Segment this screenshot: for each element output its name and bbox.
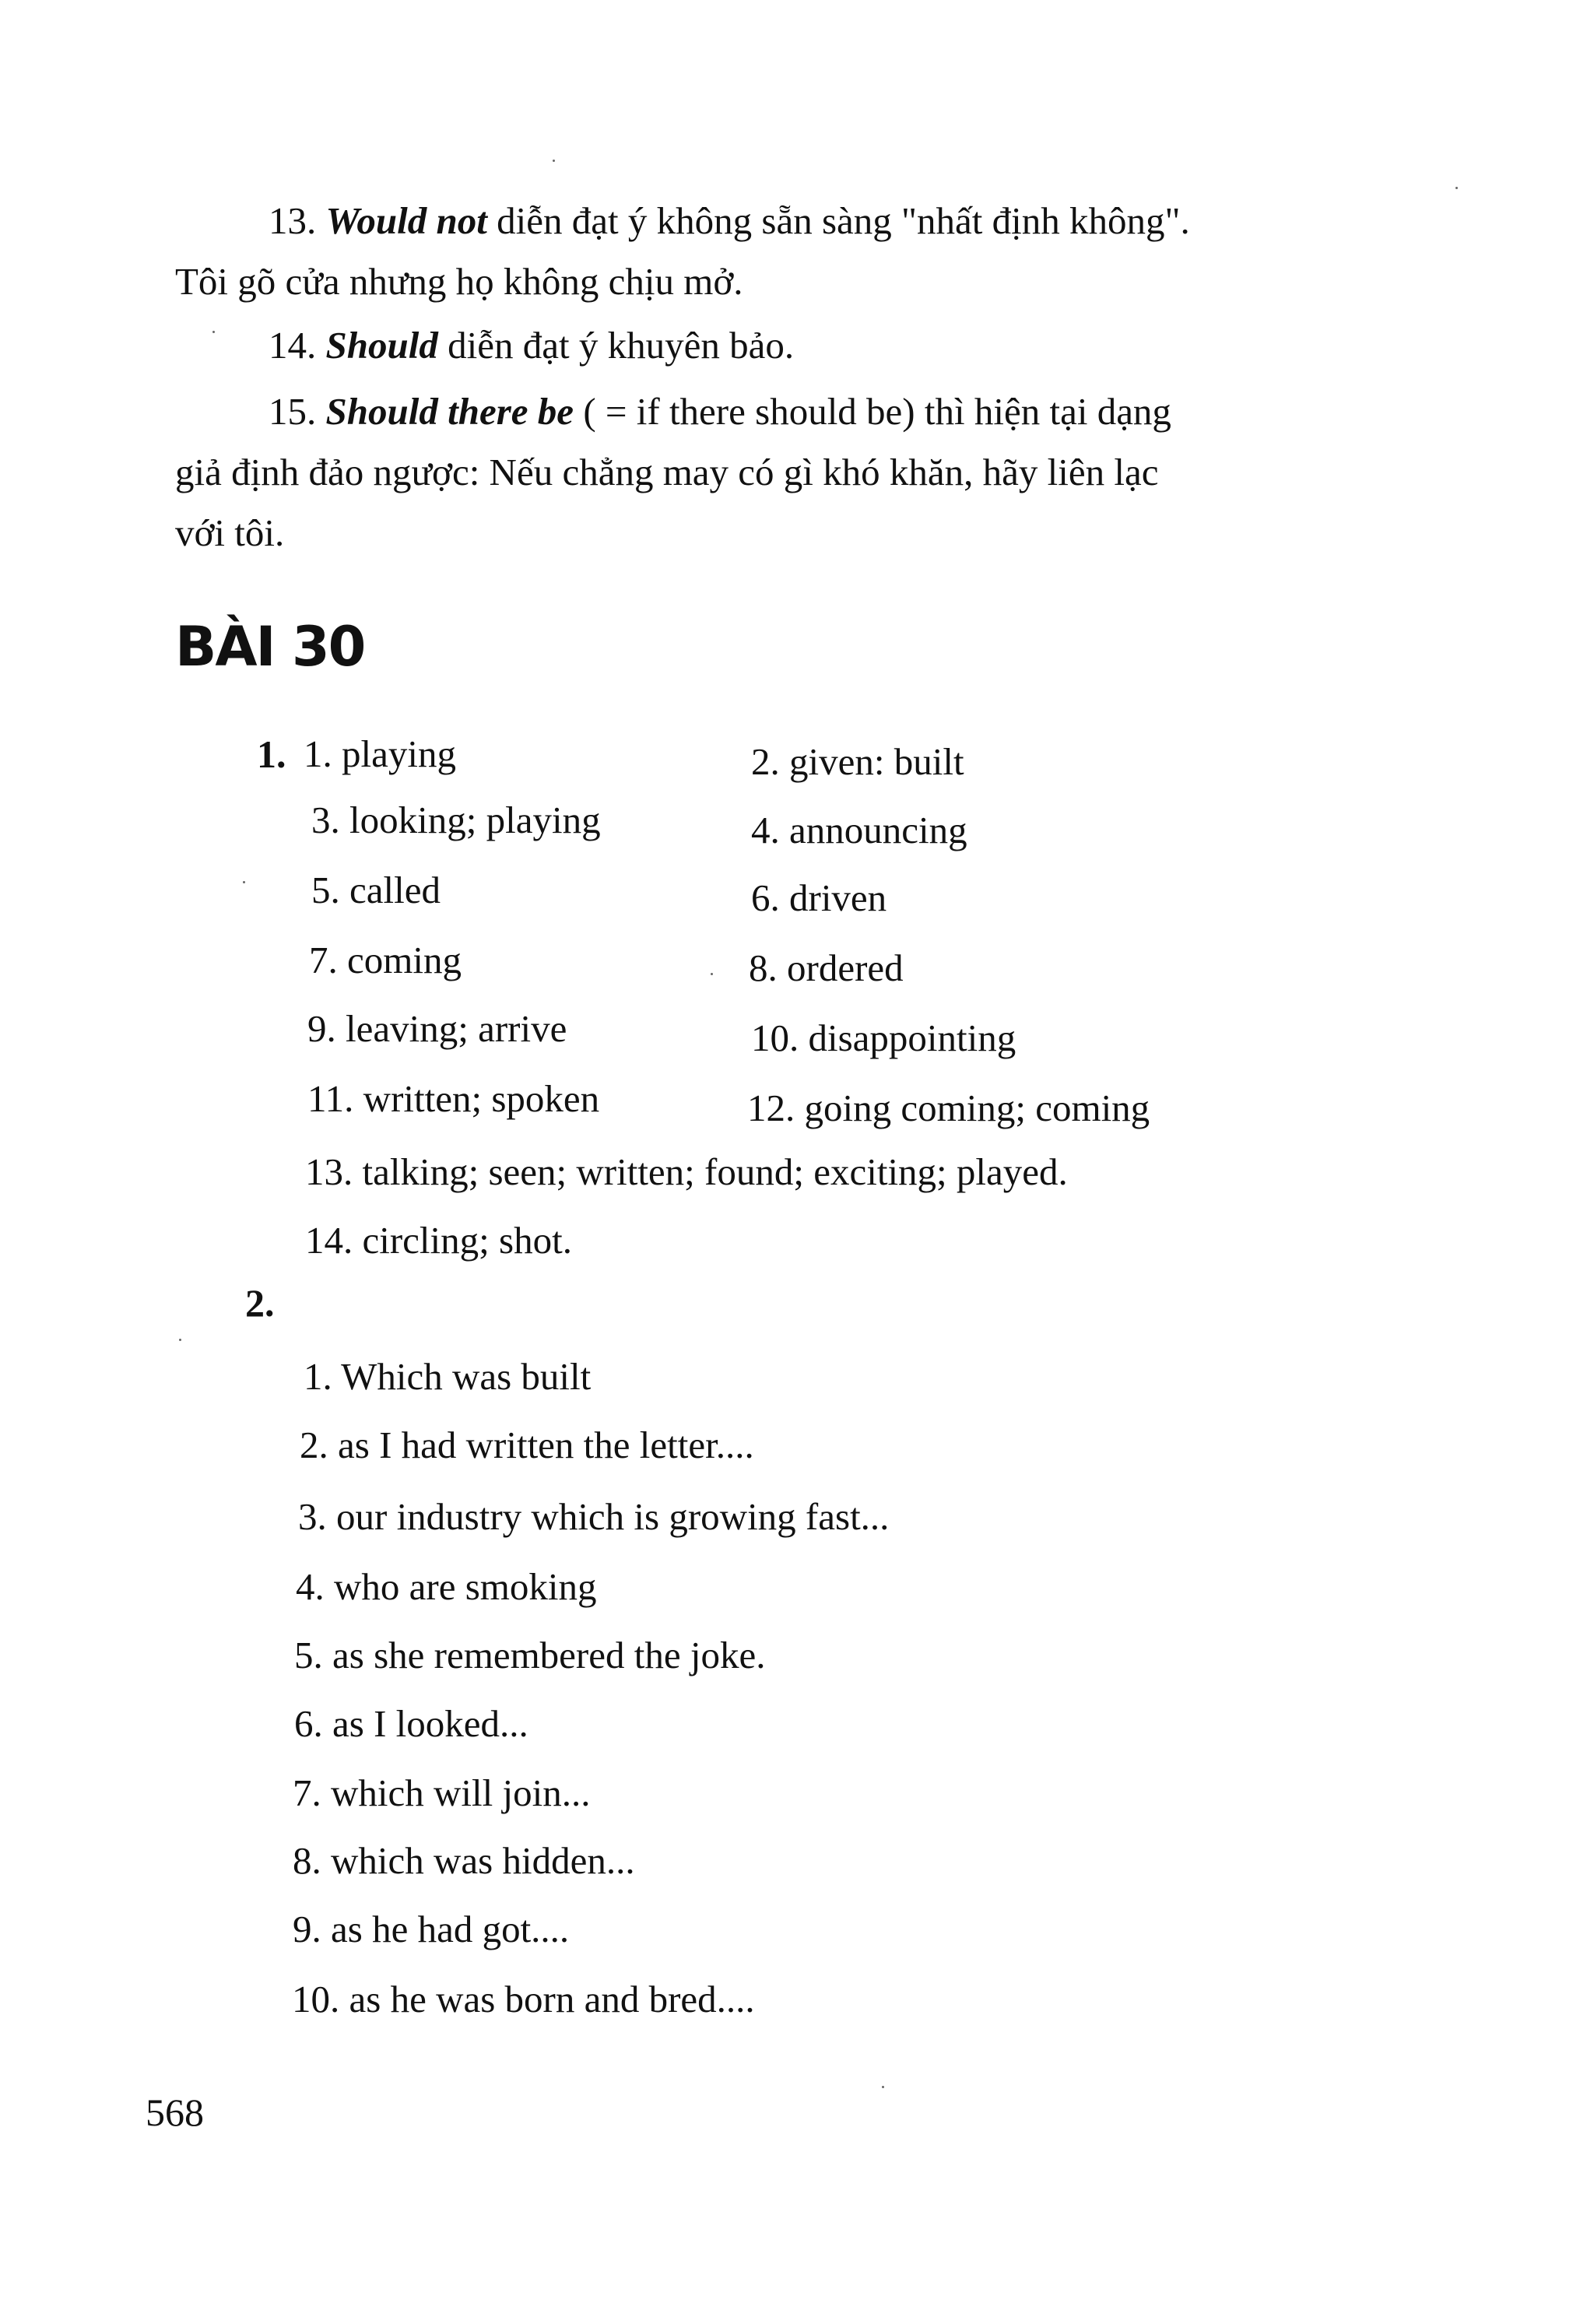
note-text: diễn đạt ý khuyên bảo.: [448, 324, 795, 367]
rewrite-7: 7. which will join...: [293, 1771, 591, 1814]
rewrite-4: 4. who are smoking: [296, 1565, 597, 1608]
note-item-13-line2: Tôi gõ cửa nhưng họ không chịu mở.: [175, 260, 743, 303]
lesson-heading: BÀI 30: [175, 615, 365, 679]
answer-11: 11. written; spoken: [307, 1077, 600, 1120]
note-lead-term: Should: [325, 324, 438, 367]
note-number: 13.: [269, 199, 317, 242]
scan-speck: [553, 160, 555, 162]
note-text: ( = if there should be) thì hiện tại dạng: [583, 390, 1171, 433]
answer-2: 2. given: built: [751, 740, 964, 783]
rewrite-2: 2. as I had written the letter....: [300, 1424, 754, 1466]
rewrite-1: 1. Which was built: [304, 1355, 592, 1398]
note-number: 15.: [269, 390, 317, 433]
scan-speck: [1455, 187, 1458, 189]
note-number: 14.: [269, 324, 317, 367]
answer-14: 14. circling; shot.: [305, 1219, 572, 1262]
scan-speck: [243, 881, 245, 883]
answer-6: 6. driven: [751, 876, 887, 919]
answer-5: 5. called: [311, 869, 441, 911]
note-item-13-line1: [175, 191, 1490, 251]
answer-1: 1. playing: [304, 732, 456, 775]
note-item-15-line3: với tôi.: [175, 511, 285, 554]
answer-3: 3. looking; playing: [311, 799, 601, 841]
answer-13: 13. talking; seen; written; found; exciting; played.: [305, 1150, 1068, 1193]
answer-12: 12. going coming; coming: [747, 1087, 1150, 1129]
scan-speck: [212, 331, 215, 333]
answer-4: 4. announcing: [751, 809, 967, 851]
answer-8: 8. ordered: [749, 946, 904, 989]
section-1-label: 1.: [257, 732, 286, 776]
note-item-13: [175, 191, 1490, 312]
page-number: 568: [146, 2091, 204, 2134]
answer-7: 7. coming: [309, 939, 462, 981]
note-item-15-line2: giả định đảo ngược: Nếu chẳng may có gì khó khăn, hãy liên lạc: [175, 451, 1159, 493]
answer-10: 10. disappointing: [751, 1016, 1016, 1059]
rewrite-5: 5. as she remembered the joke.: [294, 1634, 766, 1676]
rewrite-10: 10. as he was born and bred....: [292, 1978, 755, 2020]
scan-speck: [711, 973, 713, 975]
note-item-15: [175, 381, 1490, 563]
answer-9: 9. leaving; arrive: [307, 1007, 567, 1050]
section-2-label: 2.: [245, 1281, 275, 1325]
scan-speck: [179, 1339, 181, 1341]
rewrite-8: 8. which was hidden...: [293, 1839, 635, 1882]
rewrite-9: 9. as he had got....: [293, 1908, 570, 1950]
scan-speck: [882, 2086, 884, 2088]
note-item-14: [175, 315, 1490, 376]
note-lead-term: Would not: [325, 199, 487, 242]
note-item-14-line1: [175, 315, 1490, 376]
note-item-15-line1: [175, 381, 1490, 442]
rewrite-6: 6. as I looked...: [294, 1702, 528, 1745]
note-text: diễn đạt ý không sẵn sàng "nhất định không".: [497, 199, 1190, 242]
note-lead-term: Should there be: [325, 390, 574, 433]
rewrite-3: 3. our industry which is growing fast...: [298, 1495, 890, 1538]
